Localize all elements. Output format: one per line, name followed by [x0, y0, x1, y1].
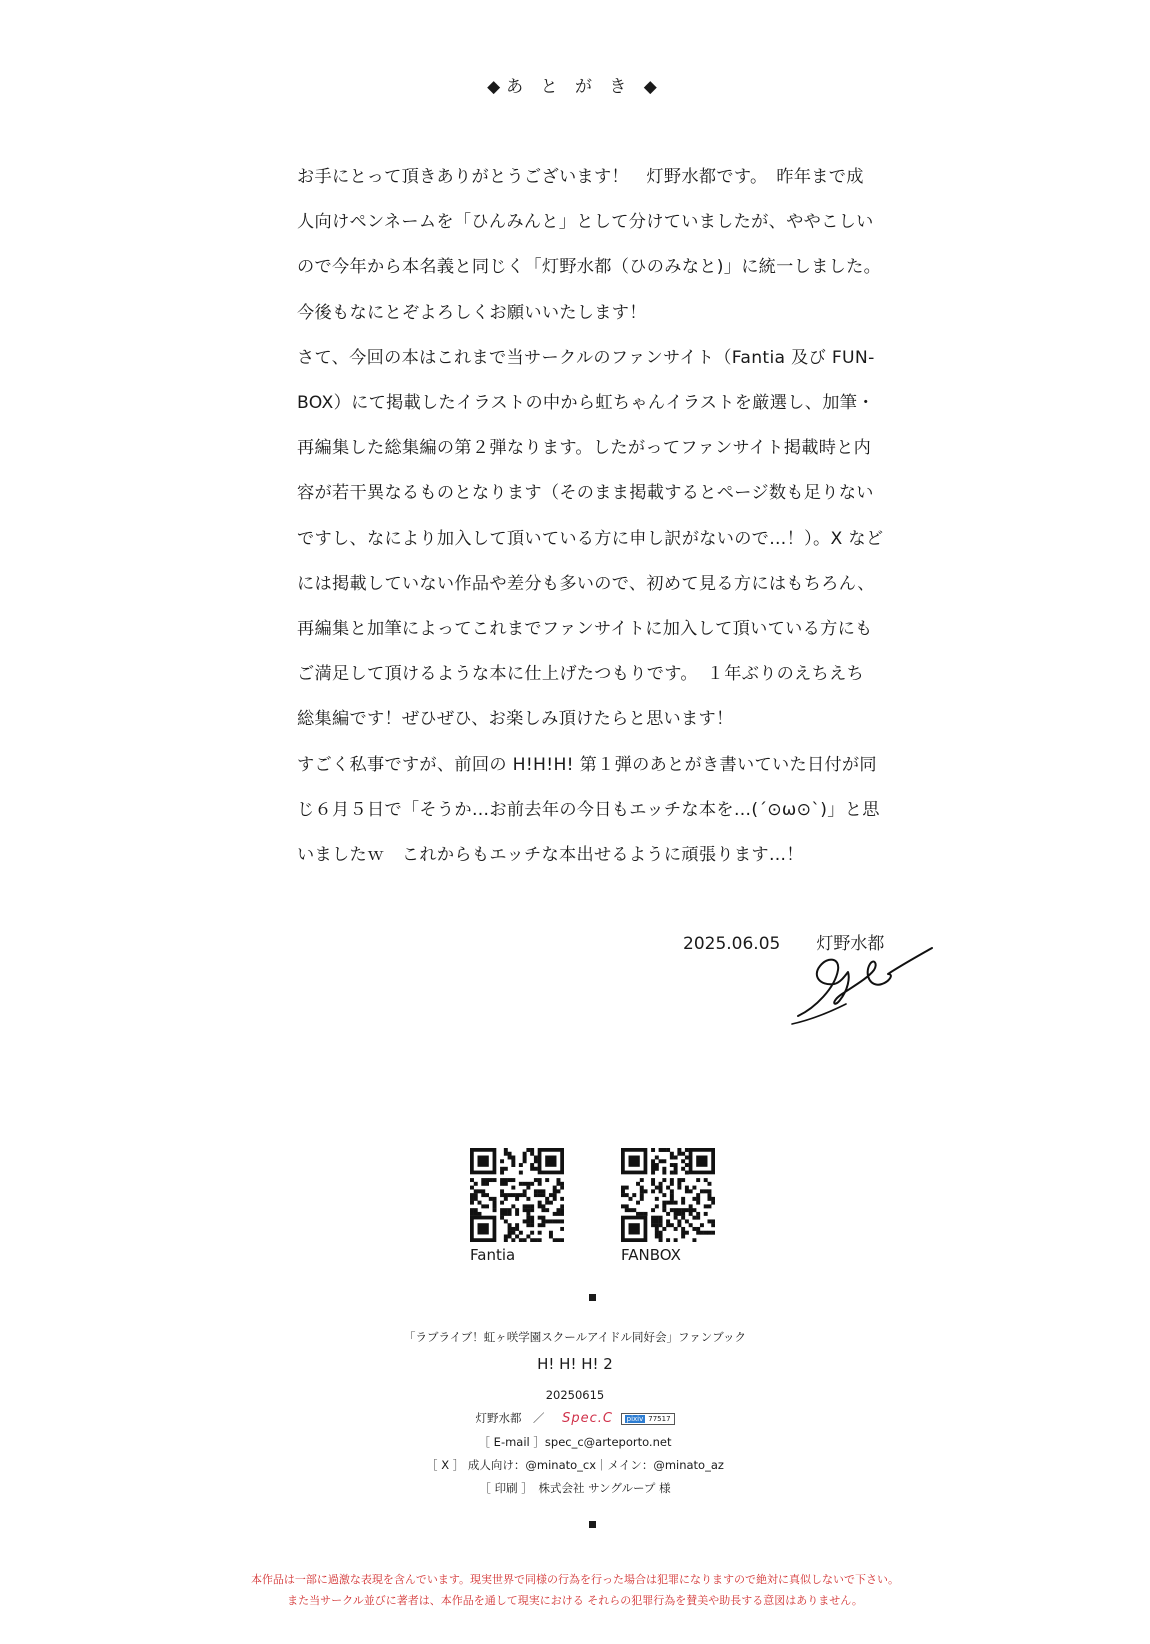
- colophon-author-row: [0, 1410, 1150, 1426]
- separator-dot: [589, 1521, 596, 1528]
- qr-label: FANBOX: [621, 1246, 681, 1264]
- body-line: じ６月５日で「そうか…お前去年の今日もエッチな本を…(´⊙ω⊙`)」と思: [297, 799, 880, 820]
- colophon-author: 灯野水都 ／: [475, 1411, 545, 1425]
- separator-dot: [589, 1294, 596, 1301]
- body-line: すごく私事ですが、前回の H!H!H! 第１弾のあとがき書いていた日付が同: [297, 754, 877, 775]
- afterword-body: [297, 155, 897, 878]
- body-line: 容が若干異なるものとなります（そのまま掲載するとページ数も足りない: [297, 483, 874, 504]
- body-line: お手にとって頂きありがとうございます！ 灯野水都です。 昨年まで成: [297, 167, 864, 187]
- colophon-email: ［ E-mail ］spec_c@arteporto.net: [478, 1435, 672, 1449]
- date: 2025.06.05: [683, 934, 781, 954]
- body-line: ので今年から本名義と同じく「灯野水都（ひのみなと)」に統一しました。: [297, 257, 882, 278]
- body-line: 再編集した総集編の第２弾なります。したがってファンサイト掲載時と内: [297, 438, 872, 459]
- body-line: 総集編です！ぜひぜひ、お楽しみ頂けたらと思います！: [297, 709, 734, 730]
- warning-line: 本作品は一部に過激な表現を含んでいます。現実世界で同様の行為を行った場合は犯罪になりますので絶対に真似しないで下さい。: [250, 1573, 900, 1586]
- content-warning: [0, 1569, 1150, 1611]
- pixiv-badge: [621, 1413, 675, 1425]
- qr-code-icon: [470, 1148, 564, 1242]
- body-line: には掲載していない作品や差分も多いので、初めて見る方にはもちろん、: [297, 573, 875, 594]
- colophon-date-code: 20250615: [545, 1388, 605, 1402]
- body-line: いましたｗ これからもエッチな本出せるように頑張ります…！: [297, 845, 804, 866]
- body-line: さて、今回の本はこれまで当サークルのファンサイト（Fantia 及び FUN-: [297, 347, 875, 368]
- body-line: 今後もなにとぞよろしくお願いいたします！: [297, 302, 647, 323]
- colophon-x-accounts: ［ X ］ 成人向け：@minato_cx｜メイン：@minato_az: [426, 1458, 724, 1472]
- circle-logo: Spec.C: [562, 1411, 613, 1426]
- qr-fanbox[interactable]: [621, 1148, 715, 1264]
- page-heading: ◆あ と が き ◆: [487, 77, 663, 97]
- qr-label: Fantia: [470, 1246, 516, 1264]
- body-line: ご満足して頂けるような本に仕上げたつもりです。 １年ぶりのえちえち: [297, 664, 865, 685]
- pixiv-id: 77517: [648, 1414, 671, 1423]
- body-line: BOX）にて掲載したイラストの中から虹ちゃんイラストを厳選し、加筆・: [297, 393, 875, 414]
- handwritten-signature: [790, 938, 935, 1028]
- qr-fantia[interactable]: [470, 1148, 564, 1264]
- colophon-printer: ［ 印刷 ］ 株式会社 サングループ 様: [479, 1481, 671, 1495]
- colophon-title: H! H! H! 2: [537, 1355, 613, 1373]
- colophon-subtitle: 「ラブライブ！虹ヶ咲学園スクールアイドル同好会」ファンブック: [403, 1330, 746, 1344]
- warning-line: また当サークル並びに著者は、本作品を通して現実における それらの犯罪行為を賛美や助長する意図はありません。: [287, 1594, 863, 1607]
- body-line: 人向けペンネームを「ひんみんと」として分けていましたが、ややこしい: [297, 212, 874, 233]
- pixiv-label: pixiv: [626, 1414, 644, 1423]
- author-name: 灯野水都: [816, 934, 885, 954]
- body-line: ですし、なにより加入して頂いている方に申し訳がないので…！）。X など: [297, 528, 884, 549]
- body-line: 再編集と加筆によってこれまでファンサイトに加入して頂いている方にも: [297, 619, 873, 640]
- qr-code-icon: [621, 1148, 715, 1242]
